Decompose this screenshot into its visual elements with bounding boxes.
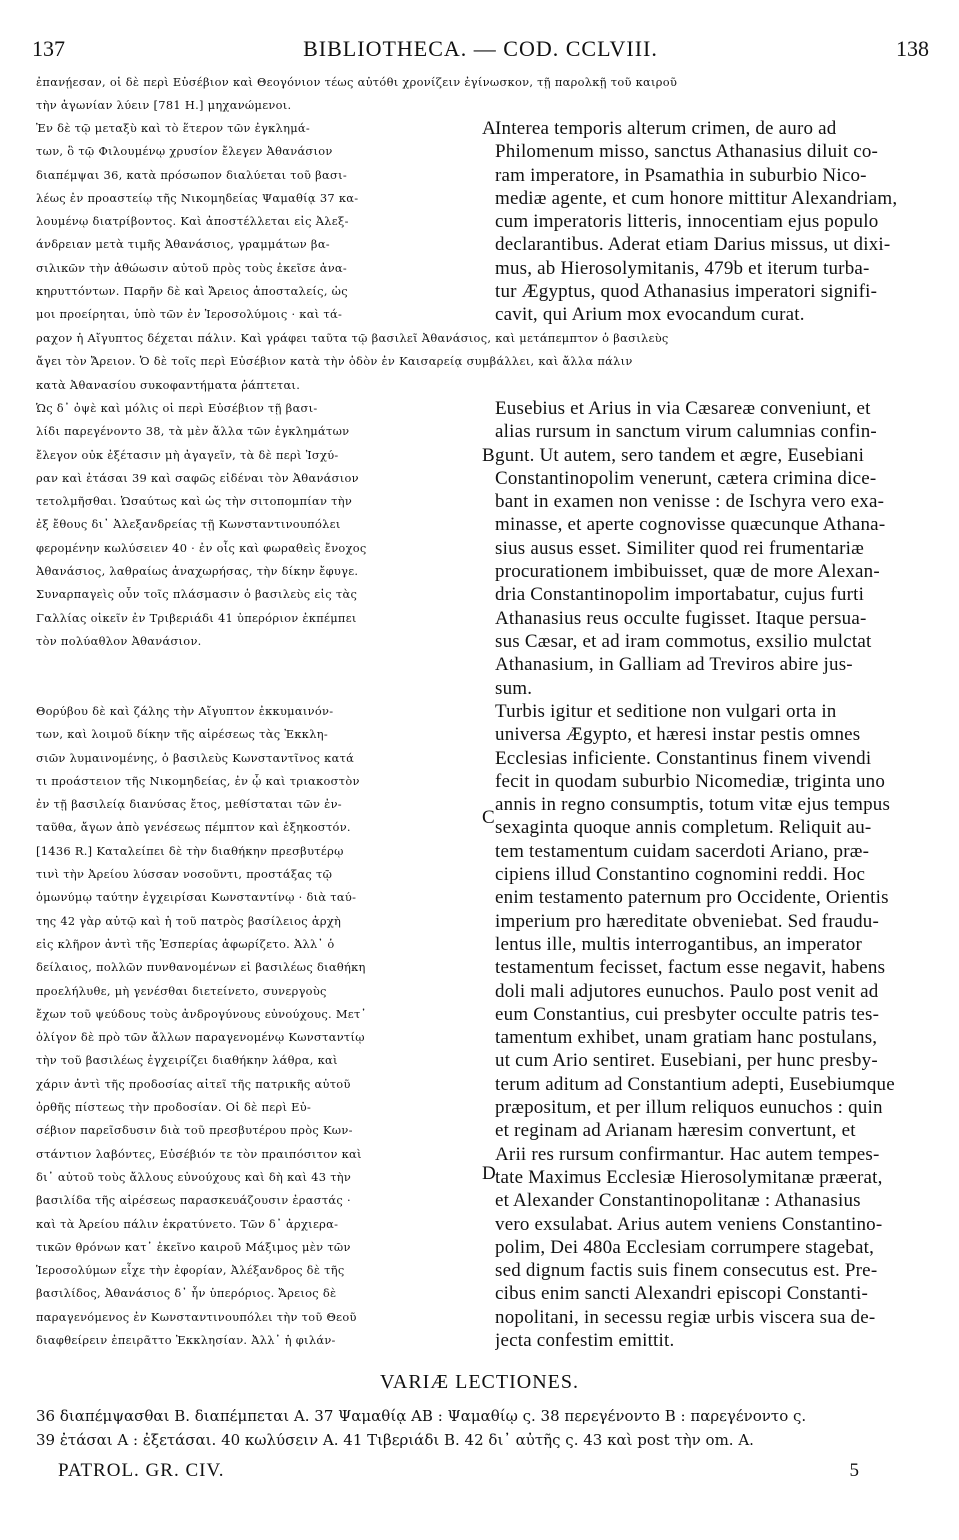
page-number-left: 137 [32, 36, 65, 61]
text-line: cum imperatoris litteris, innocentiam ejus populo [495, 211, 879, 233]
text-line: Ἐν δὲ τῷ μεταξὺ καὶ τὸ ἕτερον τῶν ἐγκλημά- [36, 121, 311, 135]
text-line: mus, ab Hierosolymitanis, 479b et iterum turba- [495, 257, 870, 279]
text-line: sed dignum factis suis finem consecutus est. Pre- [495, 1260, 878, 1282]
text-line: doli mali adjutores eunuchos. Paulo post venit ad [495, 980, 879, 1002]
text-line: καὶ τὰ Ἀρείου πάλιν ἐκρατύνετο. Τῶν δ᾽ ἀρχιερα- [36, 1216, 339, 1231]
text-line: Ὡς δ᾽ ὀψὲ καὶ μόλις οἱ περὶ Εὐσέβιον τῇ βασι- [36, 401, 318, 415]
margin-marker-d: D [482, 1163, 496, 1184]
text-line: minasse, et aperte cognovisse quæcunque Athana- [495, 514, 886, 536]
greek-column-block-1 [36, 117, 480, 327]
text-line: άνδρειαν μετὰ τιμῆς Ἀθανάσιος, γραμμάτων βα- [36, 237, 330, 252]
text-line: τὸν πολύαθλον Ἀθανάσιον. [36, 633, 202, 648]
text-line: Athanasius reus occulte fugisset. Itaque persua- [495, 607, 867, 629]
text-line: cibus enim sancti Alexandri episcopi Constanti- [495, 1283, 868, 1305]
text-line: ὁμωνύμῳ ταύτην ἐγχειρίσαι Κωνσταντίνῳ · διὰ ταύ- [36, 890, 357, 905]
variae-lectiones-title: VARIÆ LECTIONES. [380, 1371, 579, 1393]
text-line: ραν καὶ ἐτάσαι 39 καὶ σαφῶς εἰδέναι τὸν Ἀθανάσιον [36, 470, 359, 485]
text-line: βασιλίδα τῆς αἱρέσεως παρασκευάζουσιν ἐραστάς · [36, 1193, 351, 1208]
text-line: κατὰ Ἀθανασίου συκοφαντήματα ῥάπτεται. [36, 377, 301, 392]
text-line: χάριν ἀντὶ τῆς προδοσίας αἰτεῖ τῆς πατρικῆς αὐτοῦ [36, 1076, 351, 1091]
text-line: ἔλεγον οὐκ ἐξέτασιν μὴ ἀγαγεῖν, τὰ δὲ περὶ Ἰσχύ- [36, 447, 339, 462]
text-line: διαπέμψαι 36, κατὰ πρόσωπον διαλύεται τοῦ βασι- [36, 167, 347, 182]
text-line: λίδι παρεγένοντο 38, τὰ μὲν ἄλλα τῶν ἐγκλημάτων [36, 424, 350, 439]
text-line: Γαλλίας οἰκεῖν ἐν Τριβεριάδι 41 ὑπερόριον ἐκπέμπει [36, 610, 357, 625]
text-line: tem testamentum cuidam sacerdoti Ariano, præ- [495, 840, 870, 862]
text-line: tamentum exhibet, unam gratiam hanc postulans, [495, 1027, 878, 1049]
text-line: testamentum fecisset, factum esse negavit, habens [495, 957, 886, 979]
text-line: σιλικῶν τὴν ἀθώωσιν αὐτοῦ πρὸς τοὺς ἐκεῖσε ἀνα- [36, 260, 348, 275]
text-line: et Alexander Constantinopolitanæ : Athanasius [495, 1190, 861, 1212]
text-line: Ecclesias inficiente. Constantinus finem vivendi [495, 747, 872, 769]
text-line: ταῦθα, ἄγων ἀπὸ γενέσεως πέμπτον καὶ ἑξηκοστόν. [36, 820, 351, 835]
text-line: τὴν τοῦ βασιλέως ἐγχειρίζει διαθήκην λάθρα, καὶ [36, 1053, 338, 1068]
text-line: tate Maximus Ecclesiæ Hierosolymitanæ præerat, [495, 1166, 883, 1188]
text-line: imperium pro hæreditate obveniebat. Sed fraudu- [495, 910, 880, 932]
text-line: Θορύβου δὲ καὶ ζάλης τὴν Αἴγυπτον ἐκκυμαινόν- [36, 704, 334, 718]
text-line: universa Ægypto, et hæresi instar pestis omnes [495, 724, 861, 746]
text-line: Interea temporis alterum crimen, de auro ad [495, 118, 837, 139]
text-line: ἔχων τοῦ ψεύδους τοὺς ἀνδρογύνους εὐνούχους. Μετ᾽ [36, 1006, 367, 1021]
margin-marker-b: B [482, 445, 495, 466]
text-line: λέως ἐν προαστείῳ τῆς Νικομηδείας Ψαμαθίᾳ 37 κα- [36, 190, 359, 205]
text-line: ὀλίγον δὲ πρὸ τῶν ἄλλων παραγενομένῳ Κωνσταντίῳ [36, 1030, 365, 1045]
text-line: παραγενόμενος ἐν Κωνσταντινουπόλει τὴν τοῦ Θεοῦ [36, 1309, 357, 1324]
latin-column-block-2 [495, 397, 925, 700]
text-line: tur Ægyptus, quod Athanasius imperatori signifi- [495, 281, 878, 303]
text-line: διαφθείρειν ἐπειρᾶττο Ἐκκλησίαν. Ἀλλ᾽ ἡ φιλάν- [36, 1333, 336, 1348]
text-line: στάντιον λαβόντες, Εὐσέβιόν τε τὸν πραιπόσιτον καὶ [36, 1146, 362, 1161]
text-line: sexaginta quoque annis completum. Reliquit au- [495, 817, 872, 839]
text-line: jecta confestim emittit. [495, 1330, 675, 1352]
greek-column-block-3 [36, 700, 480, 1352]
text-line: ut cum Ario sentiret. Eusebiani, per hunc presby- [495, 1050, 878, 1072]
text-line: Constantinopolim venerunt, cætera crimina dice- [495, 467, 877, 489]
text-line: cipiens illud Constantino cognomini reddi. Hoc [495, 864, 866, 886]
text-line: nopolitani, in secessu regiæ urbis viscera sua de- [495, 1306, 876, 1328]
margin-marker-a: A [482, 118, 496, 139]
text-line: Ἀθανάσιος, λαθραίως ἀναχωρήσας, τὴν δίκην ἔφυγε. [36, 564, 359, 579]
text-line: προελήλυθε, μὴ γενέσθαι διετείνετο, συνεργοὺς [36, 983, 327, 998]
text-line: alias rursum in sanctum virum calumnias confin- [495, 421, 877, 443]
text-line: λουμένῳ διατρίβοντος. Καὶ ἀποστέλλεται εἰς Ἀλεξ- [36, 214, 349, 229]
text-line: sius ausus esset. Similiter quod rei frumentariæ [495, 537, 864, 559]
text-line: ἐξ ἔθους δι᾽ Ἀλεξανδρείας τῇ Κωνσταντινουπόλει [36, 517, 341, 532]
gathering-number: 5 [849, 1460, 859, 1481]
text-line: mediæ agente, et cum honore mittitur Alexandriam, [495, 187, 898, 209]
text-line: των, καὶ λοιμοῦ δίκην τῆς αἱρέσεως τὰς Ἐκκλη- [36, 727, 329, 742]
latin-column-block-1 [495, 117, 925, 327]
greek-column-block-2 [36, 397, 480, 653]
text-line: Arii res rursum confirmantur. Hac autem tempes- [495, 1143, 880, 1165]
text-line: Ἱεροσολύμων εἶχε τὴν ἐφορίαν, Ἀλέξανδρος δὲ τῆς [36, 1263, 345, 1278]
text-line: [1436 R.] Καταλείπει δὲ τὴν διαθήκην πρεσβυτέρῳ [36, 843, 344, 858]
text-line: τικῶν θρόνων κατ᾽ ἐκεῖνο καιροῦ Μάξιμος μὲν τῶν [36, 1239, 351, 1254]
text-line: sum. [495, 677, 533, 699]
text-line: cavit, qui Arium mox evocandum curat. [495, 304, 805, 326]
text-line: των, ὃ τῷ Φιλουμένῳ χρυσίον ἔλεγεν Ἀθανάσιον [36, 144, 333, 159]
running-header [32, 36, 929, 66]
text-line: εἰς κλῆρον ἀντὶ τῆς Ἑσπερίας ἀφωρίζετο. Ἀλλ᾽ ὁ [36, 936, 335, 951]
text-line: lentus ille, multis interrogantibus, an imperator [495, 933, 863, 955]
running-title: BIBLIOTHECA. — COD. CCLVIII. [303, 36, 658, 61]
text-line: fecit in quodam suburbio Nicomediæ, triginta uno [495, 770, 886, 792]
text-line: ἐν τῇ βασιλείᾳ διανύσας ἔτος, μεθίσταται τῶν ἐν- [36, 797, 342, 812]
margin-marker-c: C [482, 807, 495, 828]
text-line: eum Constantius, cui presbyter occulte patris tes- [495, 1003, 880, 1025]
text-line: præpositum, et per illum reliquos eunuchos : quin [495, 1097, 883, 1119]
top-greek-paragraph [36, 71, 929, 118]
text-line: ἐπανῄεσαν, οἱ δὲ περὶ Εὐσέβιον καὶ Θεογόνιον τέως αὐτόθι χρονίζειν ἐγίνωσκον, τῇ παρολκῇ τοῦ καιροῦ [36, 75, 678, 89]
mid-greek-paragraph [36, 327, 929, 397]
text-line: Philomenum misso, sanctus Athanasius diluit co- [495, 141, 879, 163]
text-line: φερομένην κωλύσειεν 40 · ἐν οἷς καὶ φωραθεὶς ἔνοχος [36, 540, 367, 555]
page-number-right: 138 [896, 36, 929, 61]
variant-line: 36 διαπέμψασθαι B. διαπέμπεται A. 37 Ψαμαθίᾳ AB : Ψαμαθίῳ ς. 38 περεγένοντο B : παρεγένοντο ς. [36, 1407, 807, 1425]
latin-column-block-3 [495, 700, 925, 1352]
text-line: enim testamento paternum pro Occidente, Orientis [495, 887, 889, 909]
variant-line: 39 ἐτάσαι A : ἐξετάσαι. 40 κωλύσειν A. 41 Τιβεριάδι B. 42 δι᾽ αὐτῆς ς. 43 καὶ post τὴν om. A. [36, 1431, 754, 1449]
text-line: procurationem imbibuisset, quæ de more Alexan- [495, 561, 880, 583]
text-line: declarantibus. Aderat etiam Darius missus, ut dixi- [495, 234, 891, 256]
text-line: μοι προείρηται, ὑπὸ τῶν ἐν Ἱεροσολύμοις · καὶ τά- [36, 307, 343, 322]
text-line: vero exsulabat. Arius autem veniens Constantino- [495, 1213, 883, 1235]
text-line: της 42 γὰρ αὐτῷ καὶ ἡ τοῦ πατρὸς βασίλειος ἀρχὴ [36, 913, 342, 928]
text-line: ἄγει τὸν Ἄρειον. Ὁ δὲ τοῖς περὶ Εὐσέβιον κατὰ τὴν ὁδὸν ἐν Καισαρείᾳ συμβάλλει, καὶ ἄλλα πάλιν [36, 354, 633, 369]
signature-mark: PATROL. GR. CIV. [58, 1460, 225, 1481]
text-line: δι᾽ αὐτοῦ τοὺς ἄλλους εὐνούχους καὶ δὴ καὶ 43 τὴν [36, 1169, 352, 1184]
text-line: κηρυττόντων. Παρῆν δὲ καὶ Ἄρειος ἀποσταλείς, ὡς [36, 284, 348, 299]
text-line: τινὶ τὴν Ἀρείου λύσσαν νοσοῦντι, προστάξας τῷ [36, 867, 333, 882]
text-line: δείλαιος, πολλῶν πυνθανομένων εἰ βασιλέως διαθήκη [36, 960, 366, 975]
text-line: bant in examen non venisse : de Ischyra vero exa- [495, 491, 885, 513]
text-line: terum aditum ad Constantium adepti, Eusebiumque [495, 1073, 895, 1095]
text-line: ὀρθῆς πίστεως τὴν προδοσίαν. Οἱ δὲ περὶ Εὐ- [36, 1100, 312, 1115]
text-line: τετολμῆσθαι. Ὡσαύτως καὶ ὡς τὴν σιτοπομπίαν τὴν [36, 494, 353, 509]
text-line: dria Constantinopolim importabatur, cujus furti [495, 584, 865, 606]
text-line: polim, Dei 480a Ecclesiam corrumpere stagebat, [495, 1236, 875, 1258]
text-line: σέβιον παρεῖσδυσιν διὰ τοῦ πρεσβυτέρου πρὸς Κων- [36, 1123, 353, 1138]
text-line: sus Cæsar, et ad iram commotus, exsilio mulctat [495, 630, 872, 652]
variae-lectiones [36, 1404, 929, 1452]
text-line: annis in regno consumptis, totum vitæ ejus tempus [495, 794, 891, 816]
text-line: σιῶν λυμαινομένης, ὁ βασιλεὺς Κωνσταντῖνος κατά [36, 750, 355, 765]
text-line: τι προάστειον τῆς Νικομηδείας, ἐν ᾧ καὶ τριακοστὸν [36, 773, 360, 788]
text-line: et reginam ad Arianam hæresim convertunt, et [495, 1120, 856, 1142]
text-line: βασιλίδος, Ἀθανάσιος δ᾽ ἦν ὑπερόριος. Ἄρειος δὲ [36, 1286, 337, 1301]
text-line: ram imperatore, in Psamathia in suburbio Nico- [495, 164, 867, 186]
text-line: Athanasium, in Galliam ad Treviros abire jus- [495, 654, 853, 676]
text-line: Συναρπαγεὶς οὖν τοῖς πλάσμασιν ὁ βασιλεὺς εἰς τὰς [36, 587, 358, 602]
text-line: Turbis igitur et seditione non vulgari orta in [495, 701, 837, 722]
text-line: gunt. Ut autem, sero tandem et ægre, Eusebiani [495, 444, 865, 466]
text-line: ραχον ἡ Αἴγυπτος δέχεται πάλιν. Καὶ γράφει ταῦτα τῷ βασιλεῖ Ἀθανάσιος, καὶ μετάπεμπτον ὁ βασιλεὺς [36, 331, 669, 345]
text-line: τὴν ἀγωνίαν λύειν [781 H.] μηχανώμενοι. [36, 98, 292, 113]
text-line: Eusebius et Arius in via Cæsareæ conveniunt, et [495, 398, 871, 419]
